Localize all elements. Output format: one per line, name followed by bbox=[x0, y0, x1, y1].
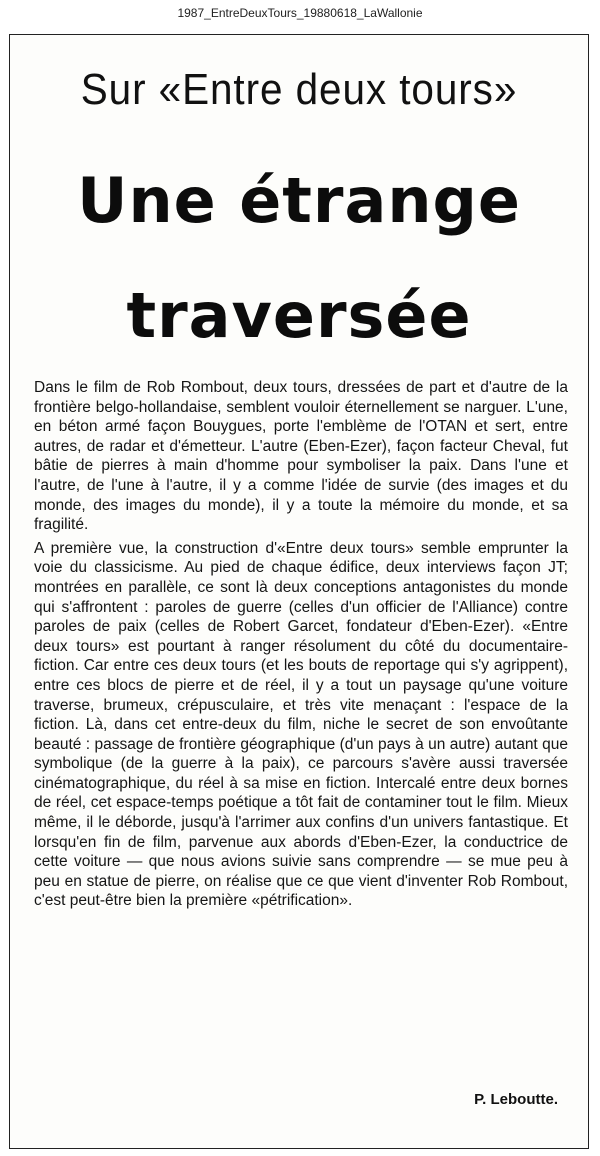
article-frame bbox=[9, 34, 589, 1149]
article-body bbox=[34, 378, 568, 915]
paragraph-2: A première vue, la construction d'«Entre deux tours» semble emprunter la voie du classicisme. Au pied de chaque édifice, deux interviews façon JT; montrées en parallèle, ce sont là deux conceptions antagonistes du monde qui s'affrontent : paroles de guerre (celles d'un officier de l'Alliance) contre paroles de paix (celles de Robert Garcet, fondateur d'Eben-Ezer). «Entre deux tours» est pourtant à ranger résolument du côté du documentaire-fiction. Car entre ces deux tours (et les bouts de reportage qui s'y agrippent), entre ces blocs de pierre et de réel, il y a tout un paysage qu'une voiture traverse, brumeux, crépusculaire, et très vite menaçant : l'espace de la fiction. Là, dans cet entre-deux du film, niche le secret de son envoûtante beauté : passage de frontière géographique (d'un pays à un autre) autant que symbolique (de la guerre à la paix), ce parcours s'avère aussi traversée cinématographique, du réel à sa mise en fiction. Intercalé entre deux bornes de réel, cet espace-temps poétique a tôt fait de contaminer tout le film. Mieux même, il le déborde, jusqu'à l'arrimer aux confins d'un univers fantastique. Et lorsqu'en fin de film, parvenue aux abords d'Eben-Ezer, la conductrice de cette voiture — que nous avions suivie sans comprendre — se mue peu à peu en statue de pierre, on réalise que ce que vient d'inventer Rob Rombout, c'est peut-être bien la première «pétrification». bbox=[34, 539, 568, 910]
headline-line-2: traversée bbox=[126, 279, 472, 352]
paragraph-1: Dans le film de Rob Rombout, deux tours, dressées de part et d'autre de la frontière belgo-hollandaise, semblent vouloir éternellement se narguer. L'une, en béton armé façon Bouygues, porte l'emblème de l'OTAN et sert, entre autres, de radar et d'émetteur. L'autre (Eben-Ezer), façon facteur Cheval, fut bâtie de pierres à main d'homme pour symboliser la paix. Dans l'une et l'autre, de l'une à l'autre, il y a comme l'idée de survie (des images et du monde, des images du monde), il y a toute la mémoire du monde, et sa fragilité. bbox=[34, 379, 568, 534]
author-signature: P. Leboutte. bbox=[474, 1091, 558, 1108]
headline-line-1: Une étrange bbox=[77, 164, 521, 237]
file-caption: 1987_EntreDeuxTours_19880618_LaWallonie bbox=[177, 6, 423, 20]
article-kicker: Sur «Entre deux tours» bbox=[80, 65, 518, 114]
